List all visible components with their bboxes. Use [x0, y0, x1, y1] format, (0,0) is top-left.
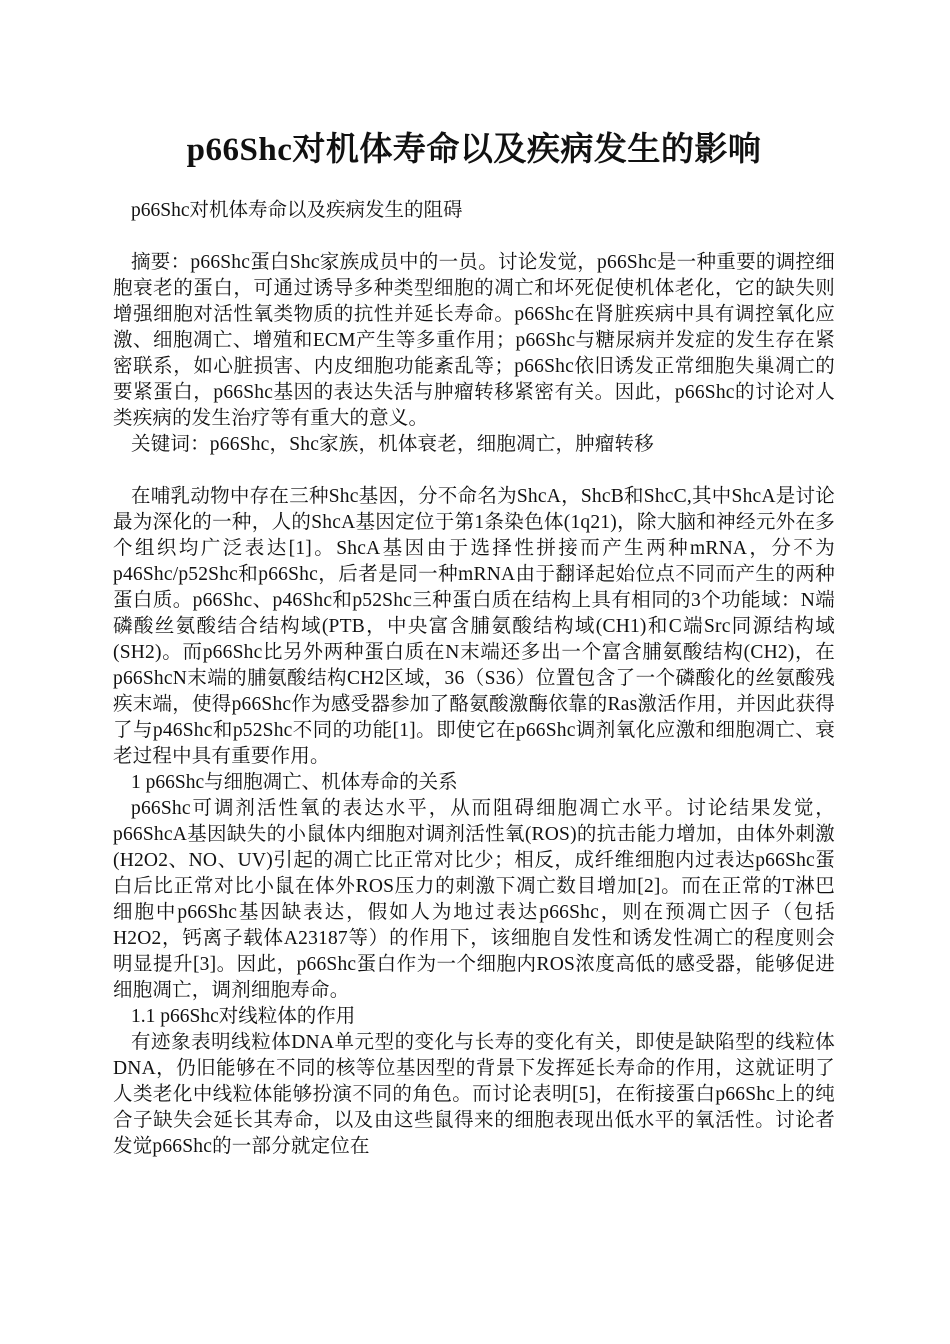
document-subtitle: p66Shc对机体寿命以及疾病发生的阻碍 — [131, 200, 463, 221]
spacer — [113, 224, 835, 250]
section-1-paragraph: p66Shc可调剂活性氧的表达水平，从而阻碍细胞凋亡水平。讨论结果发觉，p66ShcA基因缺失的小鼠体内细胞对调剂活性氧(ROS)的抗击能力增加，由体外刺激(H2O2、NO、UV)引起的凋亡比正常对比少；相反，成纤维细胞内过表达p66Shc蛋白后比正常对比小鼠在体外ROS压力的刺激下凋亡数目增加[2]。而在正常的T淋巴细胞中p66Shc基因缺表达，假如人为地过表达p66Shc，则在预凋亡因子（包括H2O2，钙离子载体A23187等）的作用下，该细胞自发性和诱发性凋亡的程度则会明显提升[3]。因此，p66Shc蛋白作为一个细胞内ROS浓度高低的感受器，能够促进细胞凋亡，调剂细胞寿命。 — [113, 798, 835, 1001]
intro-paragraph: 在哺乳动物中存在三种Shc基因，分不命名为ShcA，ShcB和ShcC,其中ShcA是讨论最为深化的一种，人的ShcA基因定位于第1条染色体(1q21)，除大脑和神经元外在多个组织均广泛表达[1]。ShcA基因由于选择性拼接而产生两种mRNA，分不为p46Shc/p52Shc和p66Shc，后者是同一种mRNA由于翻译起始位点不同而产生的两种蛋白质。p66Shc、p46Shc和p52Shc三种蛋白质在结构上具有相同的3个功能域：N端磷酸丝氨酸结合结构域(PTB，中央富含脯氨酸结构域(CH1)和C端Src同源结构域(SH2)。而p66Shc比另外两种蛋白质在N末端还多出一个富含脯氨酸结构(CH2)，在p66ShcN末端的脯氨酸结构CH2区域，36（S36）位置包含了一个磷酸化的丝氨酸残疾末端，使得p66Shc作为感受器参加了酪氨酸激酶依靠的Ras激活作用，并因此获得了与p46Shc和p52Shc不同的功能[1]。即使它在p66Shc调剂氧化应激和细胞凋亡、衰老过程中具有重要作用。 — [113, 486, 835, 767]
section-1-1-heading: 1.1 p66Shc对线粒体的作用 — [131, 1006, 356, 1027]
document-page — [113, 0, 835, 1160]
section-1-heading: 1 p66Shc与细胞凋亡、机体寿命的关系 — [131, 772, 458, 793]
spacer — [113, 458, 835, 484]
abstract-paragraph: 摘要：p66Shc蛋白Shc家族成员中的一员。讨论发觉，p66Shc是一种重要的调控细胞衰老的蛋白，可通过诱导多种类型细胞的凋亡和坏死促使机体老化，它的缺失则增强细胞对活性氧类物质的抗性并延长寿命。p66Shc在肾脏疾病中具有调控氧化应激、细胞凋亡、增殖和ECM产生等多重作用；p66Shc与糖尿病并发症的发生存在紧密联系，如心脏损害、内皮细胞功能紊乱等；p66Shc依旧诱发正常细胞失巢凋亡的要紧蛋白，p66Shc基因的表达失活与肿瘤转移紧密有关。因此，p66Shc的讨论对人类疾病的发生治疗等有重大的意义。 — [113, 252, 835, 429]
section-1-1-paragraph: 有迹象表明线粒体DNA单元型的变化与长寿的变化有关，即使是缺陷型的线粒体DNA，仍旧能够在不同的核等位基因型的背景下发挥延长寿命的作用，这就证明了人类老化中线粒体能够扮演不同的角色。而讨论表明[5]，在衔接蛋白p66Shc上的纯合子缺失会延长其寿命，以及由这些鼠得来的细胞表现出低水平的氧活性。讨论者发觉p66Shc的一部分就定位在 — [113, 1032, 835, 1157]
keywords-line: 关键词：p66Shc，Shc家族，机体衰老，细胞凋亡，肿瘤转移 — [131, 434, 654, 455]
document-title: p66Shc对机体寿命以及疾病发生的影响 — [186, 132, 762, 168]
